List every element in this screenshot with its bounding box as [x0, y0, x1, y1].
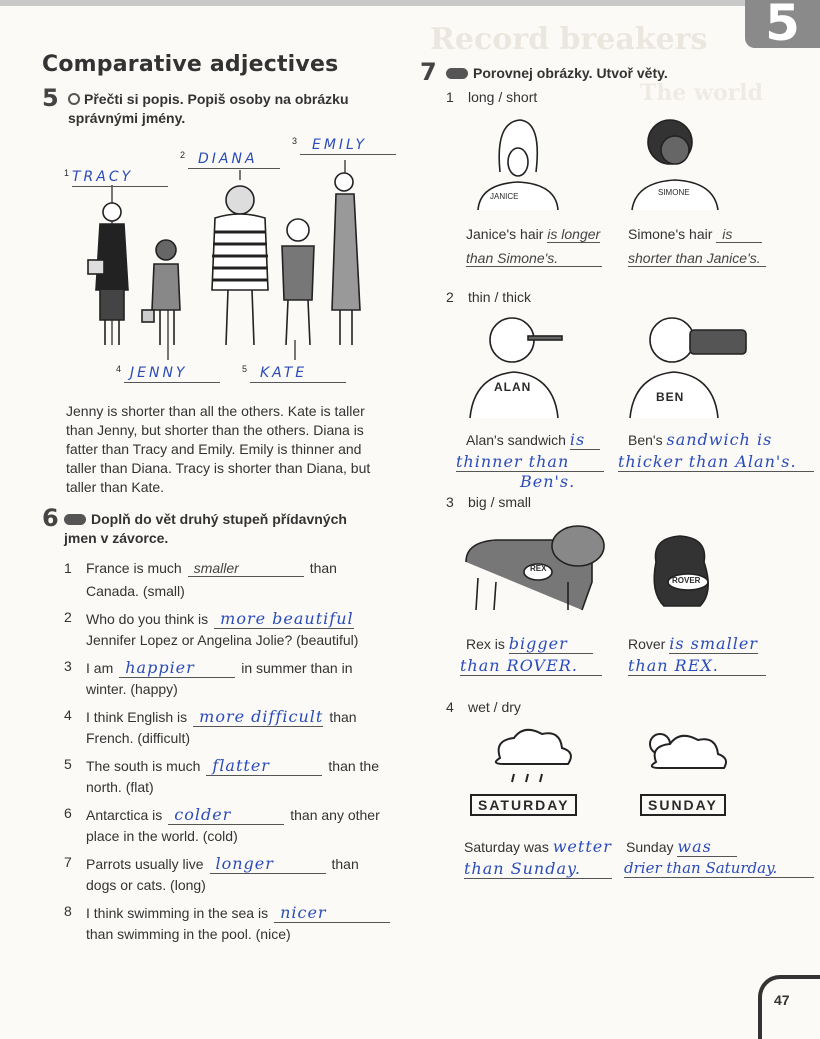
- ex7-g3-left-line2: than ROVER.: [460, 656, 602, 676]
- ex6-item-line1: [86, 805, 380, 825]
- simone-tag: SIMONE: [658, 188, 690, 197]
- sunday-sign: SUNDAY: [640, 794, 726, 816]
- ex6-item-answer: more beautiful: [214, 609, 353, 629]
- ex7-g1-left-line1: Janice's hair is longer: [466, 226, 601, 242]
- label-4-num: 4: [116, 364, 122, 374]
- ex7-g2-left-line1: Alan's sandwich is: [466, 430, 600, 450]
- ex6-item-prefix: Who do you think is: [86, 611, 209, 627]
- people-illustration: [70, 160, 390, 360]
- ex6-item-suffix: than any other: [290, 807, 380, 823]
- page-number: 47: [774, 992, 790, 1008]
- rain-cloud-icon: [496, 730, 571, 764]
- ex6-item-number: 5: [64, 756, 72, 772]
- ex6-item-line2: than swimming in the pool. (nice): [86, 926, 291, 942]
- ex6-item-number: 4: [64, 707, 72, 723]
- ex6-item-line2: Canada. (small): [86, 583, 185, 599]
- ex7-g2-left-line2: thinner than: [456, 452, 604, 472]
- ex5-description: Jenny is shorter than all the others. Kate is taller than Jenny, but shorter than the others. Diana is fatter than Tracy and Emily. Emily is thinner and taller than Diana. Tracy is shorter than Diana, but taller than Kate.: [66, 403, 371, 495]
- label-4-line: [124, 364, 220, 383]
- ex7-g3-left-line1: Rex is bigger: [466, 634, 593, 654]
- ex7-g2-right-line2: thicker than Alan's.: [618, 452, 814, 472]
- ex5-number: 5: [42, 84, 59, 112]
- ex6-item-answer: happier: [119, 658, 235, 678]
- show-through-heading: Record breakers: [430, 22, 708, 57]
- saturday-sign: SATURDAY: [470, 794, 577, 816]
- sandwich-illustration: [462, 310, 782, 420]
- ex6-item-line2: French. (difficult): [86, 730, 190, 746]
- ex7-g4-right-line1: Sunday was: [626, 837, 737, 857]
- rex-tag: REX: [530, 564, 547, 573]
- ex7-g2-num: 2: [446, 289, 454, 305]
- ex6-instruction: Doplň do vět druhý stupeň přídavných jmen v závorce.: [64, 511, 347, 546]
- ex6-item-prefix: France is much: [86, 560, 182, 576]
- ex6-item-line1: [86, 560, 337, 577]
- ex7-g1-num: 1: [446, 89, 454, 105]
- read-icon: [68, 93, 80, 105]
- label-2-num: 2: [180, 150, 186, 160]
- ex6-item-line1: [86, 854, 359, 874]
- ex6-item-line2: place in the world. (cold): [86, 828, 238, 844]
- janice-tag: JANICE: [490, 192, 519, 201]
- ex7-g4-left-line1: Saturday was wetter: [464, 837, 612, 856]
- ex6-item-line2: dogs or cats. (long): [86, 877, 206, 893]
- ex6-item-suffix: than: [329, 709, 357, 725]
- ex7-g3-num: 3: [446, 494, 454, 510]
- ex7-g3-right-line1: Rover is smaller: [628, 634, 758, 653]
- show-through-subheading: The world: [640, 80, 763, 106]
- ex6-item-prefix: The south is much: [86, 758, 201, 774]
- ex7-g1-left-line2: than Simone's.: [466, 250, 602, 267]
- label-2-answer: DIANA: [198, 151, 258, 167]
- ex7-g1-label: long / short: [468, 89, 538, 105]
- label-3-line: [300, 136, 396, 155]
- ex6-item-number: 6: [64, 805, 72, 821]
- ex7-g3-label: big / small: [468, 494, 532, 510]
- label-5-answer: KATE: [260, 365, 308, 381]
- unit-number: 5: [765, 0, 800, 52]
- ex6-item-suffix: than the: [328, 758, 379, 774]
- ex6-item-answer: colder: [168, 805, 284, 825]
- ex7-g4-left-line2: than Sunday.: [464, 859, 612, 879]
- ex6-item-prefix: I am: [86, 660, 114, 676]
- ex7-g4-label: wet / dry: [468, 699, 521, 715]
- ex7-g3-right-line2: than REX.: [628, 656, 766, 676]
- ex6-item-suffix: than: [309, 560, 337, 576]
- ex6-item-number: 3: [64, 658, 72, 674]
- ex6-item-number: 1: [64, 560, 72, 576]
- dogs-illustration: [456, 522, 756, 614]
- ex6-item-line1: [86, 756, 379, 776]
- label-1-num: 1: [64, 168, 70, 178]
- ben-tag: BEN: [656, 390, 685, 404]
- ex6-item-line1: [86, 707, 357, 727]
- ex7-g2-right-line1: Ben's sandwich is: [628, 430, 773, 449]
- ex7-instruction: Porovnej obrázky. Utvoř věty.: [446, 64, 668, 83]
- section-title: Comparative adjectives: [42, 52, 339, 77]
- ex6-item-prefix: Parrots usually live: [86, 856, 204, 872]
- ex6-item-answer: more difficult: [193, 707, 323, 727]
- label-1-answer: TRACY: [72, 169, 134, 185]
- ex6-item-line2: Jennifer Lopez or Angelina Jolie? (beautiful): [86, 632, 359, 648]
- weather-illustration: [480, 722, 760, 792]
- ex7-g1-right-line1: Simone's hair is: [628, 226, 762, 243]
- ex6-item-number: 2: [64, 609, 72, 625]
- ex6-item-number: 7: [64, 854, 72, 870]
- label-3-num: 3: [292, 136, 298, 146]
- audio-badge-icon: [446, 68, 468, 79]
- ex6-item-answer: nicer: [274, 903, 390, 923]
- ex7-g4-num: 4: [446, 699, 454, 715]
- top-border: [0, 0, 820, 6]
- ex6-item-line2: winter. (happy): [86, 681, 178, 697]
- ex6-item-prefix: Antarctica is: [86, 807, 163, 823]
- rover-tag: ROVER: [672, 576, 701, 585]
- label-5-line: [250, 364, 346, 383]
- ex6-item-number: 8: [64, 903, 72, 919]
- alan-tag: ALAN: [494, 380, 532, 394]
- ex6-item-prefix: I think English is: [86, 709, 188, 725]
- ex7-g1-right-line2: shorter than Janice's.: [628, 250, 766, 267]
- ex6-number: 6: [42, 504, 59, 532]
- ex5-instruction: Přečti si popis. Popiš osoby na obrázku správnými jmény.: [68, 91, 349, 126]
- ex6-item-answer: longer: [210, 854, 326, 874]
- ex6-item-line1: [86, 903, 396, 923]
- ex7-g2-label: thin / thick: [468, 289, 532, 305]
- ex6-item-suffix: than: [331, 856, 359, 872]
- ex6-item-suffix: in summer than in: [241, 660, 353, 676]
- ex6-item-line2: north. (flat): [86, 779, 154, 795]
- ex6-item-prefix: I think swimming in the sea is: [86, 905, 269, 921]
- ex6-item-line1: [86, 658, 353, 678]
- ex6-item-answer: smaller: [188, 560, 304, 577]
- ex7-g2-left-line3: Ben's.: [520, 472, 576, 491]
- audio-badge-icon: [64, 514, 86, 525]
- label-3-answer: EMILY: [312, 137, 368, 153]
- ex7-g4-right-line2: drier than Saturday.: [624, 859, 814, 878]
- ex7-number: 7: [420, 58, 437, 86]
- label-4-answer: JENNY: [130, 365, 188, 381]
- ex6-item-answer: flatter: [206, 756, 322, 776]
- ex6-item-line1: [86, 609, 360, 629]
- label-5-num: 5: [242, 364, 248, 374]
